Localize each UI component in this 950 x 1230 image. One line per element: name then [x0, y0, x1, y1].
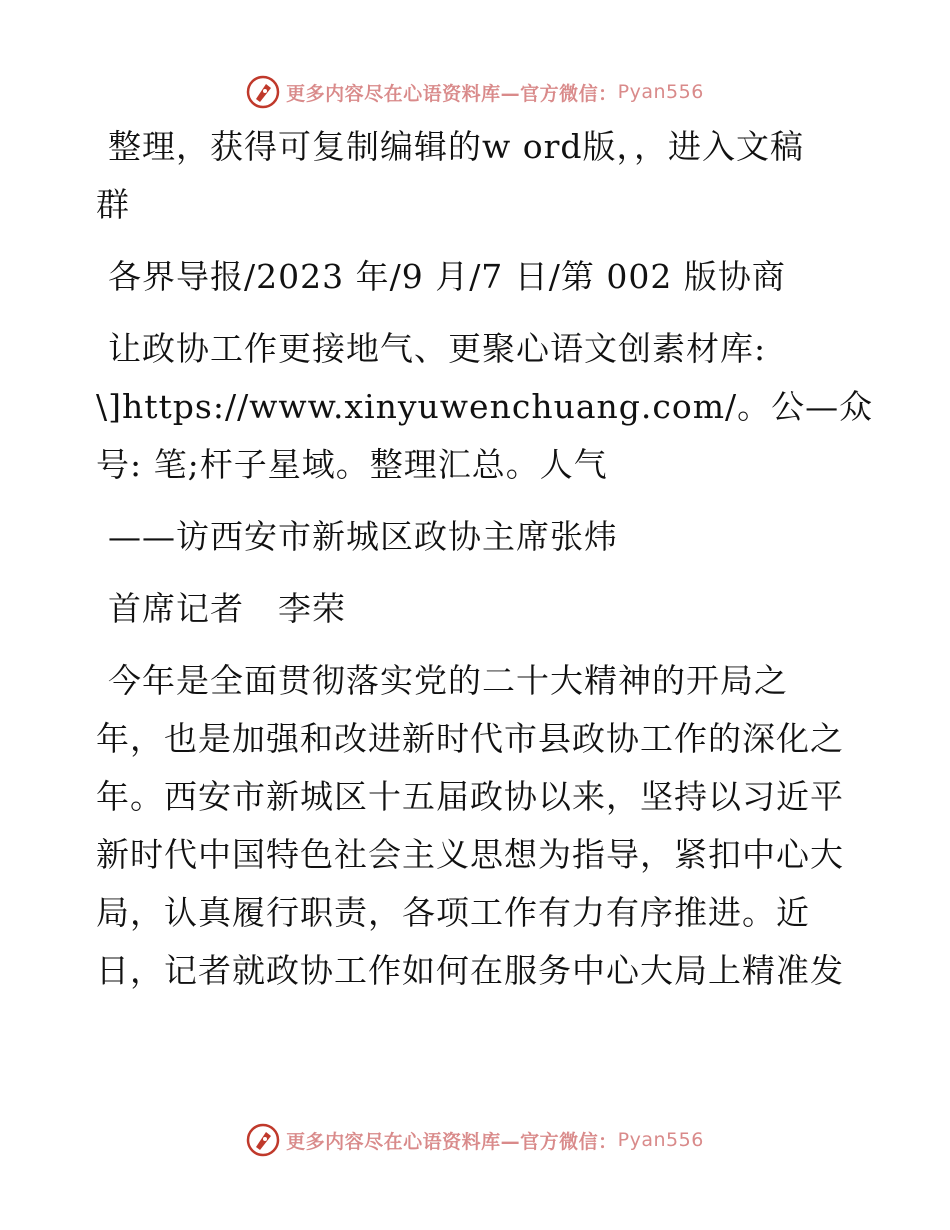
watermark-text: 更多内容尽在心语资料库—官方微信：: [286, 1130, 618, 1153]
paragraph-6: [96, 652, 856, 1000]
watermark-wechat: Pyan556: [617, 81, 704, 103]
paragraph-3: [96, 320, 874, 494]
text-line: 日，记者就政协工作如何在服务中心大局上精准发: [96, 951, 844, 990]
pen-nib-logo-icon: [246, 1123, 280, 1157]
text-line: 整理，获得可复制编辑的w ord版，，进入文稿: [108, 127, 805, 166]
text-line: 局，认真履行职责，各项工作有力有序推进。近: [96, 893, 810, 932]
paragraph-5: [96, 580, 856, 638]
text-line: 今年是全面贯彻落实党的二十大精神的开局之: [108, 661, 788, 700]
watermark-text: 更多内容尽在心语资料库—官方微信：: [286, 82, 618, 105]
paragraph-1: [96, 118, 856, 234]
document-body: [96, 118, 874, 1014]
text-line: 让政协工作更接地气、更聚心语文创素材库:: [108, 329, 767, 368]
paragraph-4: [96, 508, 856, 566]
watermark-wechat: Pyan556: [617, 1129, 704, 1151]
text-line: 号: 笔;杆子星域。整理汇总。人气: [96, 445, 608, 484]
text-line: 新时代中国特色社会主义思想为指导，紧扣中心大: [96, 835, 844, 874]
text-line: 年，也是加强和改进新时代市县政协工作的深化之: [96, 719, 844, 758]
text-line: ——访西安市新城区政协主席张炜: [108, 517, 618, 556]
text-line: \]https://www.xinyuwenchuang.com/。公—众: [96, 387, 874, 426]
text-line: 首席记者 李荣: [108, 589, 346, 628]
pen-nib-logo-icon: [246, 75, 280, 109]
text-line: 各界导报/2023 年/9 月/7 日/第 002 版协商: [108, 257, 786, 296]
footer-watermark: [0, 1120, 950, 1160]
text-line: 年。西安市新城区十五届政协以来，坚持以习近平: [96, 777, 844, 816]
text-line: 群: [96, 185, 130, 224]
header-watermark: [0, 72, 950, 112]
paragraph-2: [96, 248, 856, 306]
